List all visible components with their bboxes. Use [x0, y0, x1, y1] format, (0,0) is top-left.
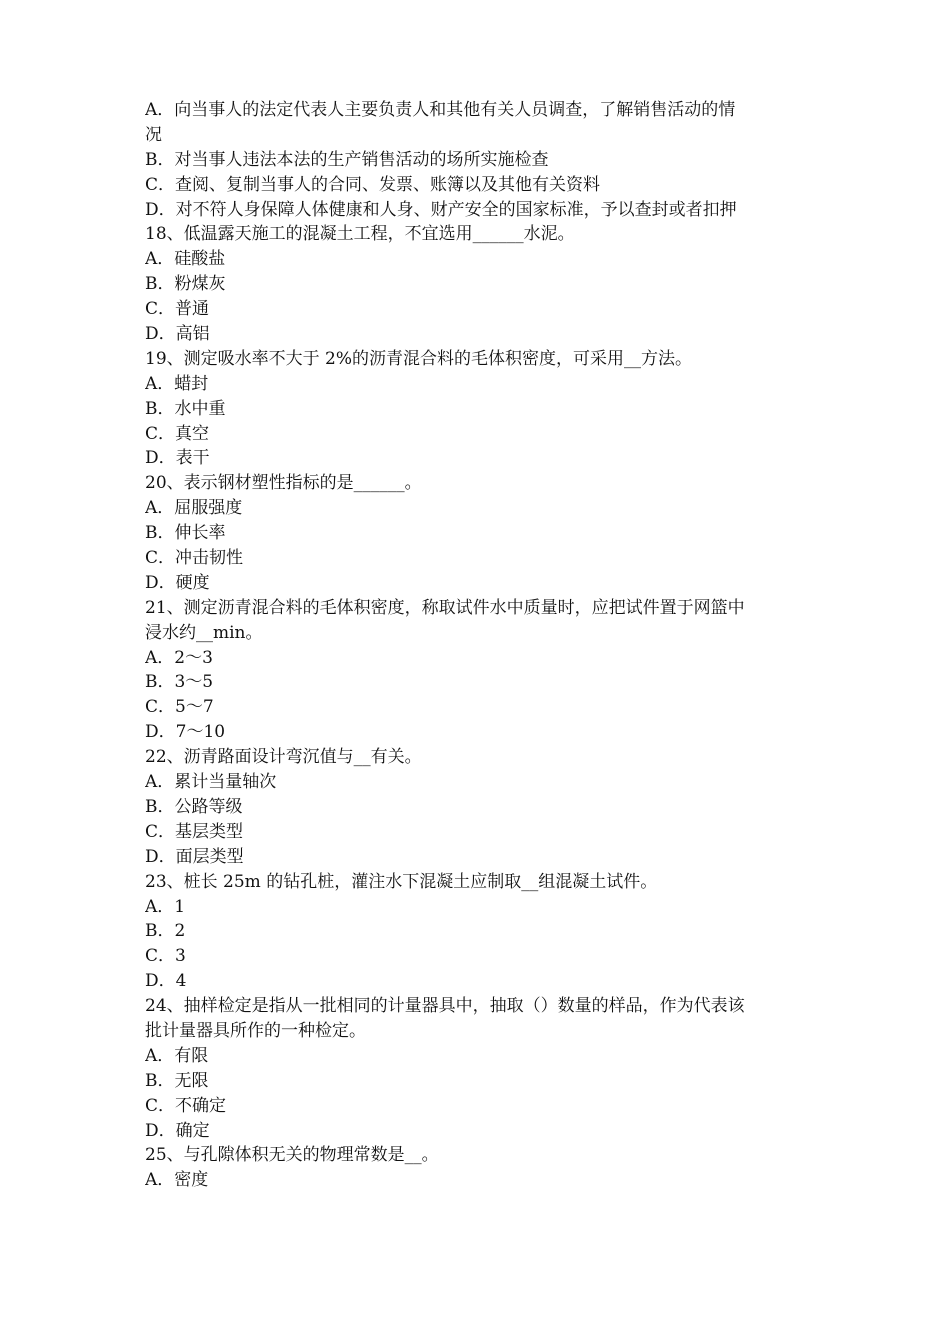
option-line: D．表干 — [145, 448, 210, 469]
option-line: D．4 — [145, 971, 187, 992]
option-line: A．密度 — [145, 1170, 209, 1191]
option-line: C．不确定 — [145, 1095, 227, 1116]
option-line: A．1 — [145, 896, 186, 917]
question-21-continuation: 浸水约__min。 — [145, 622, 263, 643]
question-23: 23、桩长 25m 的钻孔桩，灌注水下混凝土应制取__组混凝土试件。 — [145, 871, 658, 892]
option-line: D．硬度 — [145, 572, 210, 593]
option-line: D．高铝 — [145, 324, 210, 345]
question-24: 24、抽样检定是指从一批相同的计量器具中，抽取（）数量的样品，作为代表该 — [145, 996, 745, 1017]
option-line: B．无限 — [145, 1070, 209, 1091]
option-line: B．水中重 — [145, 398, 226, 419]
option-line: C．真空 — [145, 423, 210, 444]
option-line: C．5～7 — [145, 697, 214, 718]
option-line: D．7～10 — [145, 722, 226, 743]
option-line: D．确定 — [145, 1120, 210, 1141]
question-22: 22、沥青路面设计弯沉值与__有关。 — [145, 747, 422, 768]
option-line: B．公路等级 — [145, 796, 243, 817]
option-line: A．硅酸盐 — [145, 249, 226, 270]
option-line: A．屈服强度 — [145, 498, 243, 519]
text-line: 况 — [145, 124, 162, 145]
text-line: B．对当事人违法本法的生产销售活动的场所实施检查 — [145, 149, 549, 170]
option-line: C．基层类型 — [145, 821, 244, 842]
option-line: B．粉煤灰 — [145, 274, 226, 295]
question-18: 18、低温露天施工的混凝土工程，不宜选用______水泥。 — [145, 224, 575, 245]
question-19: 19、测定吸水率不大于 2%的沥青混合料的毛体积密度，可采用__方法。 — [145, 348, 693, 369]
option-line: A．2～3 — [145, 647, 213, 668]
question-25: 25、与孔隙体积无关的物理常数是__。 — [145, 1145, 439, 1166]
option-line: A．有限 — [145, 1045, 209, 1066]
option-line: B．3～5 — [145, 672, 214, 693]
option-line: A．蜡封 — [145, 373, 209, 394]
document-body — [145, 98, 817, 1193]
option-line: C．冲击韧性 — [145, 548, 244, 569]
option-line: C．3 — [145, 946, 186, 967]
text-line: D．对不符人身保障人体健康和人身、财产安全的国家标准，予以查封或者扣押 — [145, 199, 737, 220]
text-line: A．向当事人的法定代表人主要负责人和其他有关人员调查，了解销售活动的情 — [145, 100, 736, 120]
question-20: 20、表示钢材塑性指标的是______。 — [145, 473, 422, 494]
question-21: 21、测定沥青混合料的毛体积密度，称取试件水中质量时，应把试件置于网篮中 — [145, 597, 745, 618]
option-line: B．伸长率 — [145, 523, 226, 544]
option-line: B．2 — [145, 921, 186, 942]
option-line: D．面层类型 — [145, 846, 244, 867]
text-line: C．查阅、复制当事人的合同、发票、账簿以及其他有关资料 — [145, 174, 601, 195]
option-line: A．累计当量轴次 — [145, 772, 277, 793]
option-line: C．普通 — [145, 299, 210, 320]
question-24-continuation: 批计量器具所作的一种检定。 — [145, 1020, 366, 1041]
